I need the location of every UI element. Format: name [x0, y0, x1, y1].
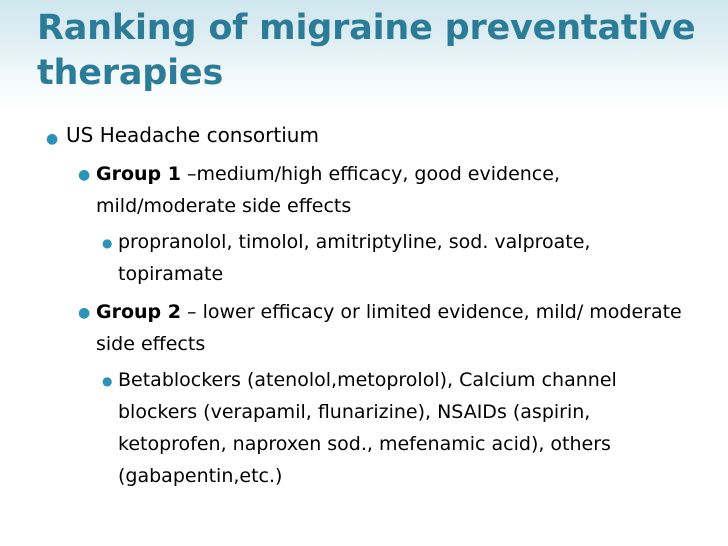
group1-text: –medium/high efficacy, good evidence, mild/moderate side effects: [96, 163, 560, 217]
bullet-item-consortium: [46, 122, 706, 148]
slide-title: Ranking of migraine preventative therapies: [37, 8, 696, 93]
item-text: US Headache consortium: [66, 123, 319, 147]
group2-drugs-text: Betablockers (atenolol,metoprolol), Calcium channel blockers (verapamil, flunarizine), NSAIDs (aspirin, ketoprofen, naproxen sod., mefenamic acid), others (gabapentin,etc.): [118, 369, 617, 487]
group2-text: – lower efficacy or limited evidence, mild/ moderate side effects: [96, 301, 682, 355]
bullet-item-group2: [78, 296, 696, 360]
group1-drugs-text: propranolol, timolol, amitriptyline, sod. valproate, topiramate: [118, 231, 591, 285]
bullet-icon: ●: [46, 131, 59, 147]
bullet-icon: ●: [102, 374, 113, 388]
bullet-icon: ●: [78, 167, 91, 183]
bullet-icon: ●: [78, 305, 91, 321]
bullet-item-group2-drugs: [102, 364, 693, 492]
group2-label: Group 2: [96, 301, 181, 323]
bullet-icon: ●: [102, 236, 113, 250]
bullet-item-group1: [78, 158, 696, 222]
group1-label: Group 1: [96, 163, 181, 185]
bullet-item-group1-drugs: [102, 226, 693, 290]
